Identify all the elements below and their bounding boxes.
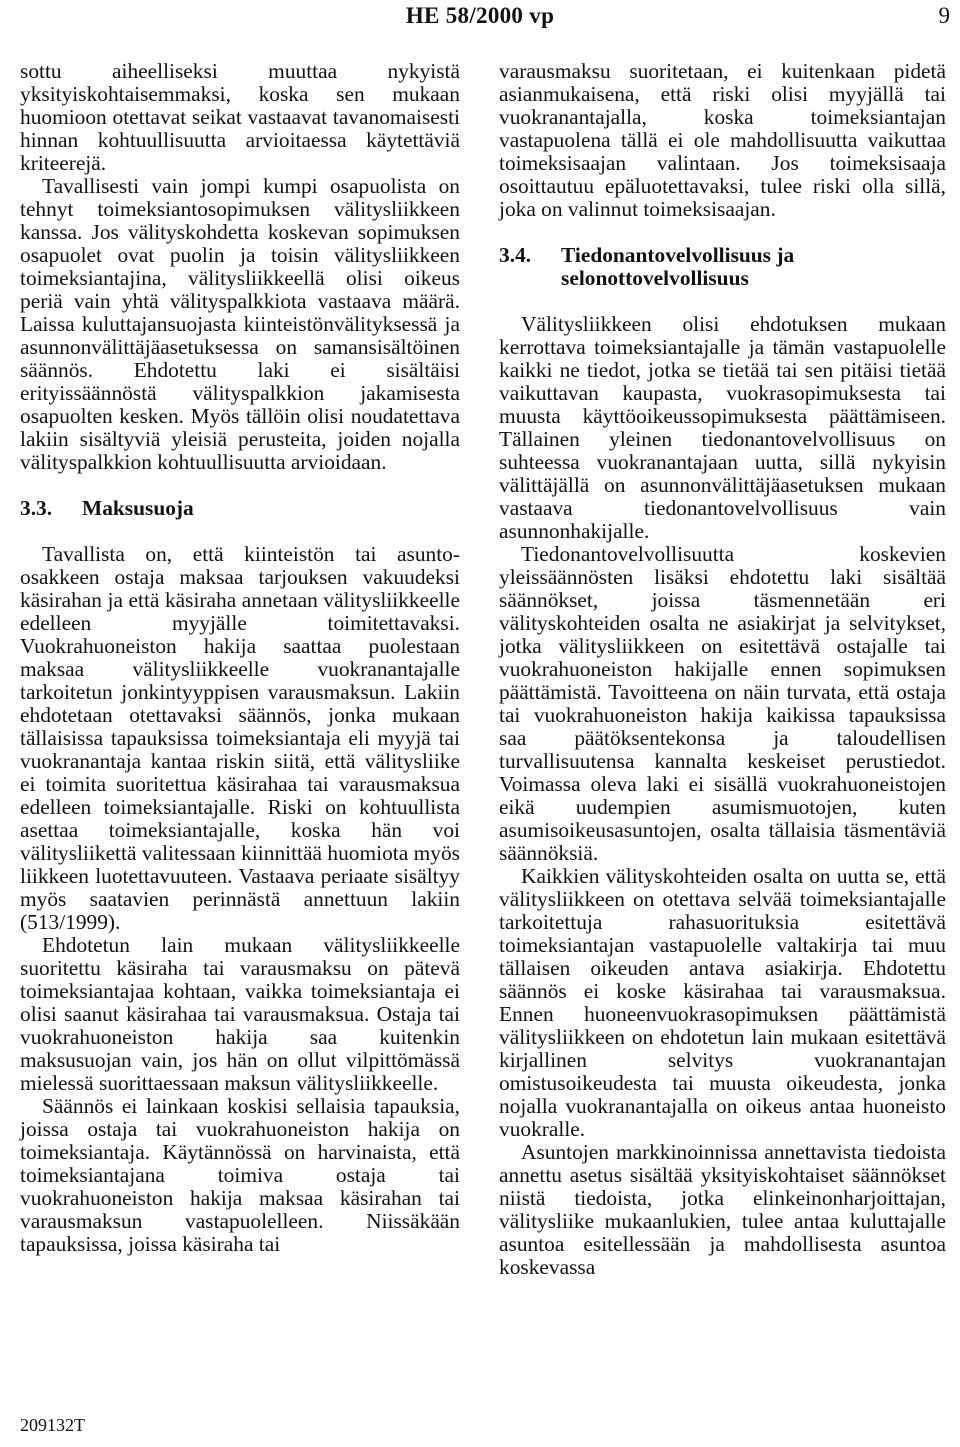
section-title: Maksusuoja [82, 496, 194, 520]
right-column [499, 60, 946, 1279]
paragraph: Asuntojen markkinoinnissa annettavista tiedoista annettu asetus sisältää yksityiskohtaiset säännökset niistä tiedoista, jotka elinkeinonharjoittajan, välitysliike mukaanlukien, tulee antaa kuluttajalle asuntoa esitellessään ja mahdollisesta asuntoa koskevassa [499, 1140, 946, 1279]
section-number: 3.4. [499, 243, 532, 267]
section-heading [20, 497, 460, 520]
paragraph: Välitysliikkeen olisi ehdotuksen mukaan kerrottava toimeksiantajalle ja tämän vastapuolelle kaikki ne tiedot, jotka se tietää tai sen pitäisi tietää vaikuttavan kaupasta, vuokrasopimuksesta tai muusta käyttöoikeussopimuksesta päättämiseen. Tällainen yleinen tiedonantovelvollisuus on suhteessa vuokranantajaan uutta, sillä nykyisin välittäjällä on asunnonvälittäjäasetuksen mukaan vastaava tiedonantovelvollisuus vain asunnonhakijalle. [499, 312, 946, 543]
spacer [20, 520, 460, 543]
paragraph: Tiedonantovelvollisuutta koskevien yleissäännösten lisäksi ehdotettu laki sisältää säännökset, joissa täsmennetään eri välityskohteiden osalta ne asiakirjat ja selvitykset, jotka välitysliikkeen on esitettävä ostajalle tai vuokrahuoneiston hakijalle ennen sopimuksen päättämistä. Tavoitteena on näin turvata, että ostaja tai vuokrahuoneiston hakija kaikissa tapauksissa saa päätöksentekonsa ja taloudellisen turvallisuutensa kannalta keskeiset perustiedot. Voimassa oleva laki ei sisällä vuokrahuoneistojen eikä uudempien asumismuotojen, kuten asumisoikeusasuntojen, osalta tällaisia täsmentäviä säännöksiä. [499, 542, 946, 865]
paragraph: sottu aiheelliseksi muuttaa nykyistä yksityiskohtaisemmaksi, koska sen mukaan huomioon otettavat seikat vastaavat tavanomaisesti hinnan kohtuullisuutta arvioitaessa käytettäviä kriteerejä. [20, 59, 460, 175]
section-number: 3.3. [20, 496, 53, 520]
spacer [499, 221, 946, 244]
spacer [499, 290, 946, 313]
paragraph: Tavallisesti vain jompi kumpi osapuolista on tehnyt toimeksiantosopimuksen välitysliikkeen kanssa. Jos välityskohdetta koskevan sopimuksen osapuolet ovat puolin ja toisin välitysliikkeen toimeksiantajina, välitysliikkeellä olisi oikeus periä vain yhtä välityspalkkiota vastaava määrä. Laissa kuluttajansuojasta kiinteistönvälityksessä ja asunnonvälittäjäasetuksessa on samansisältöinen säännös. Ehdotettu laki ei sisältäisi erityissäännöstä välityspalkkion jakamisesta osapuolten kesken. Myös tällöin olisi noudatettava lakiin sisältyviä yleisiä perusteita, joiden nojalla välityspalkkion kohtuullisuutta arvioidaan. [20, 174, 460, 474]
paragraph: Säännös ei lainkaan koskisi sellaisia tapauksia, joissa ostaja tai vuokrahuoneiston hakija on toimeksiantaja. Käytännössä on harvinaista, että toimeksiantajana toimiva ostaja tai vuokrahuoneiston hakija maksaa käsirahan tai varausmaksun vastapuolelleen. Niissäkään tapauksissa, joissa käsiraha tai [20, 1094, 460, 1256]
paragraph: Tavallista on, että kiinteistön tai asunto-osakkeen ostaja maksaa tarjouksen vakuudeksi käsirahan ja että käsiraha annetaan välitysliikkeelle edelleen myyjälle toimitettavaksi. Vuokrahuoneiston hakija saattaa puolestaan maksaa välitysliikkeelle vuokranantajalle tarkoitetun jonkintyyppisen varausmaksun. Lakiin ehdotetaan otettavaksi säännös, jonka mukaan tällaisissa tapauksissa toimeksiantaja eli myyjä tai vuokranantaja kantaa riskin siitä, että välitysliike ei toimita suoritettua käsirahaa tai varausmaksua edelleen toimeksiantajalle. Riski on kohtuullista asettaa toimeksiantajalle, koska hän voi välitysliikettä valitessaan kiinnittää huomiota myös liikkeen luotettavuuteen. Vastaava periaate sisältyy myös saatavien perinnästä annettuun lakiin (513/1999). [20, 542, 460, 934]
section-title: Tiedonantovelvollisuus ja selonottovelvollisuus [561, 243, 795, 290]
spacer [20, 474, 460, 497]
left-column [20, 60, 460, 1256]
print-code: 209132T [20, 1415, 85, 1435]
page-number: 9 [938, 3, 950, 28]
paragraph: Kaikkien välityskohteiden osalta on uutta se, että välitysliikkeen on otettava selvää toimeksiantajalle tarkoitettuja rahasuorituksia esitettävä toimeksiantajan vastapuolelle valtakirja tai muu tällaisen oikeuden antava asiakirja. Ehdotettu säännös ei koske käsirahaa tai varausmaksua. Ennen huoneenvuokrasopimuksen päättämistä välitysliikkeen on ehdotetun lain mukaan esitettävä kirjallinen selvitys vuokranantajan omistusoikeudesta tai muusta oikeudesta, jonka nojalla vuokranantajalla on oikeus antaa huoneisto vuokralle. [499, 864, 946, 1141]
paragraph: varausmaksu suoritetaan, ei kuitenkaan pidetä asianmukaisena, että riski olisi myyjällä tai vuokranantajalla, koska toimeksiantajan vastapuolena tällä ei ole mahdollisuutta vaikuttaa toimeksisaajan valintaan. Jos toimeksisaaja osoittautuu epäluotettavaksi, tulee riski olla sillä, joka on valinnut toimeksisaajan. [499, 59, 946, 221]
paragraph: Ehdotetun lain mukaan välitysliikkeelle suoritettu käsiraha tai varausmaksu on pätevä toimeksiantajaa kohtaan, vaikka toimeksiantaja ei olisi saanut käsirahaa tai varausmaksua. Ostaja tai vuokrahuoneiston hakija saa kuitenkin maksusuojan vain, jos hän on ollut vilpittömässä mielessä suorittaessaan maksun välitysliikkeelle. [20, 933, 460, 1095]
section-heading [499, 244, 946, 290]
document-id: HE 58/2000 vp [405, 3, 555, 28]
